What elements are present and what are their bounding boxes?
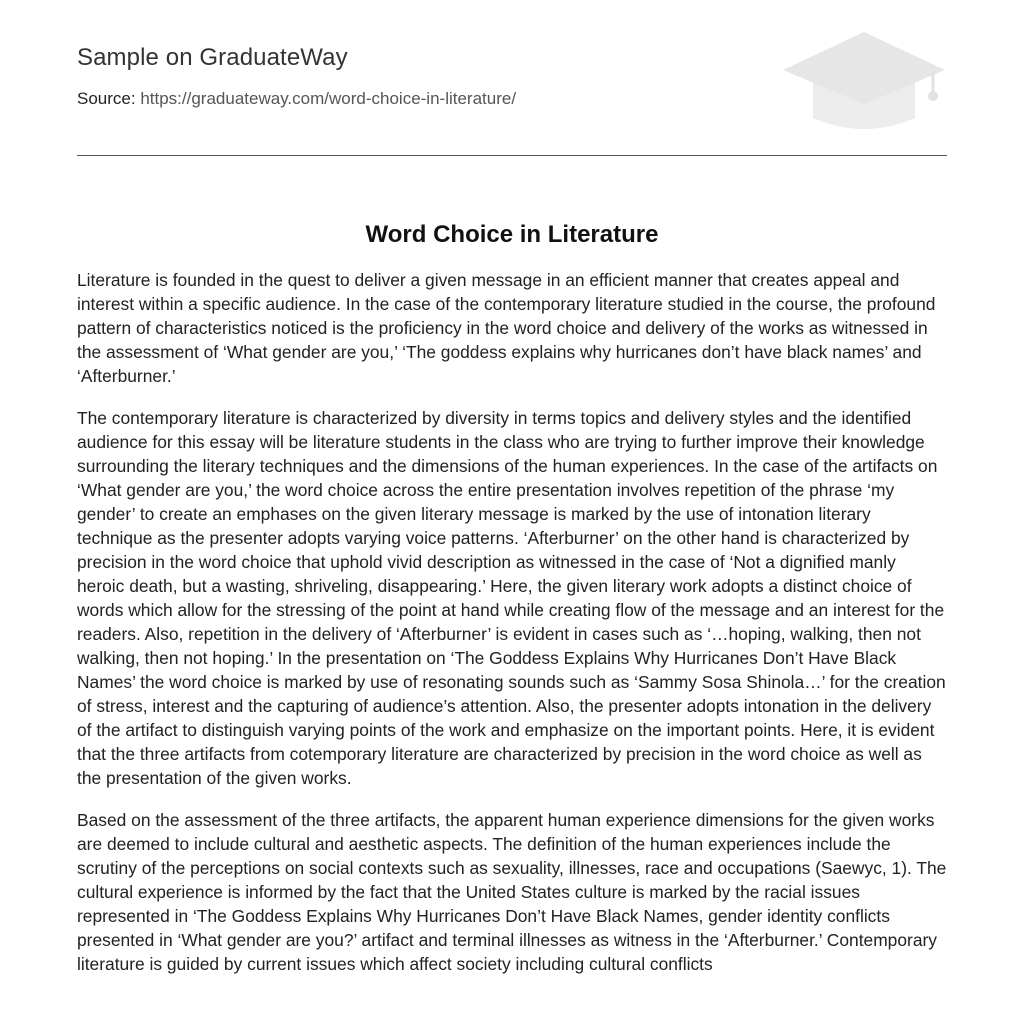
source-label: Source: [77,89,136,108]
page-title: Word Choice in Literature [365,221,659,249]
graduation-cap-icon [781,30,947,134]
site-title: Sample on GraduateWay [77,44,348,71]
paragraph-1: Literature is founded in the quest to deliver a given message in an efficient manner that creates appeal and interest within a specific audience. In the case of the contemporary literature studied in the course, the profound pattern of characteristics noticed is the proficiency in the word choice and delivery of the works as witnessed in the assessment of ‘What gender are you,’ ‘The goddess explains why hurricanes don’t have black names’ and ‘Afterburner.’ [77,270,936,386]
source-line [77,89,516,109]
paragraph-2: The contemporary literature is characterized by diversity in terms topics and delivery styles and the identified audience for this essay will be literature students in the class who are trying to further improve their knowledge surrounding the literary techniques and the dimensions of the human experiences. In the case of the artifacts on ‘What gender are you,’ the word choice across the entire presentation involves repetition of the phrase ‘my gender’ to create an emphases on the given literary message is marked by the use of intonation literary technique as the presenter adopts varying voice patterns. ‘Afterburner’ on the other hand is characterized by precision in the word choice that uphold vivid description as witnessed in the case of ‘Not a dignified manly heroic death, but a wasting, shriveling, disappearing.’ Here, the given literary work adopts a distinct choice of words which allow for the stressing of the point at hand while creating flow of the message and an interest for the readers. Also, repetition in the delivery of ‘Afterburner’ is evident in cases such as ‘…hoping, walking, then not walking, then not hoping.’ In the presentation on ‘The Goddess Explains Why Hurricanes Don’t Have Black Names’ the word choice is marked by use of resonating sounds such as ‘Sammy Sosa Shinola…’ for the creation of stress, interest and the capturing of audience’s attention. Also, the presenter adopts intonation in the delivery of the artifact to distinguish varying points of the work and emphasize on the important points. Here, it is evident that the three artifacts from cotemporary literature are characterized by precision in the word choice as well as the presentation of the given works. [77,408,946,788]
page-header [77,0,947,156]
header-divider [77,155,947,156]
article-body [77,268,947,994]
source-link[interactable]: https://graduateway.com/word-choice-in-literature/ [140,89,517,108]
paragraph-3: Based on the assessment of the three artifacts, the apparent human experience dimensions for the given works are deemed to include cultural and aesthetic aspects. The definition of the human experiences include the scrutiny of the perceptions on social contexts such as sexuality, illnesses, race and occupations (Saewyc, 1). The cultural experience is informed by the fact that the United States culture is marked by the racial issues represented in ‘The Goddess Explains Why Hurricanes Don’t Have Black Names, gender identity conflicts presented in ‘What gender are you?’ artifact and terminal illnesses as witness in the ‘Afterburner.’ Contemporary literature is guided by current issues which affect society including cultural conflicts [77,810,947,974]
